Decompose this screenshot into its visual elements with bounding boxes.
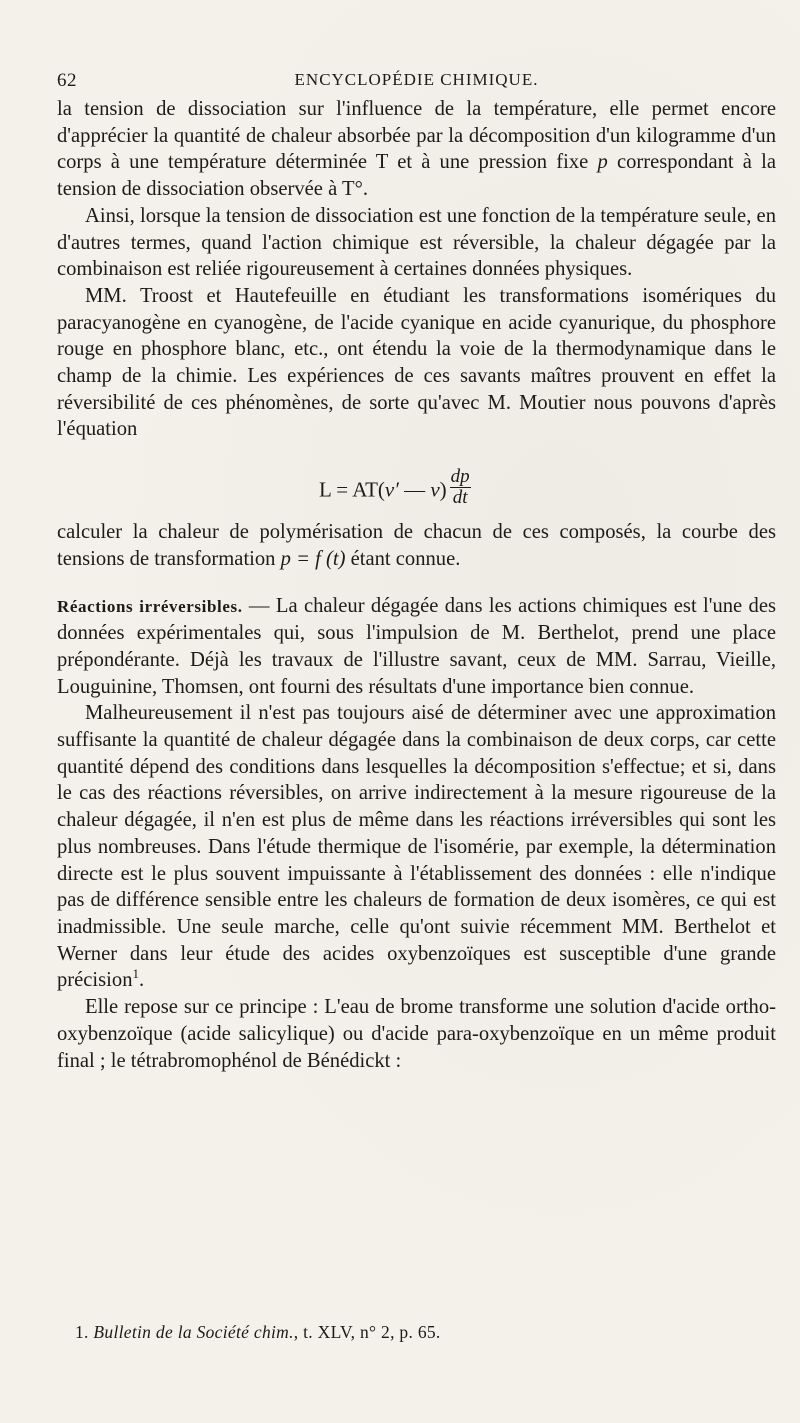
equation — [57, 455, 776, 507]
pressure-variable: p — [597, 151, 608, 174]
equation-close: ) — [439, 477, 447, 502]
paragraph-5 — [57, 700, 776, 994]
equation-expression — [319, 466, 471, 512]
paragraph-1-text: la tension de dissociation sur l'influence de la température, elle permet encore d'apprécier la quantité de chaleur absorbée par la décomposition d'un kilogramme d'un corps à une température déterminée T et à une pression fixe — [57, 98, 776, 174]
footnote-journal: Bulletin de la Société chim. — [93, 1322, 294, 1342]
paragraph-4-text: calculer la chaleur de polymérisation de chacun de ces composés, la courbe des tensions de transformation — [57, 521, 776, 570]
footnote-number: 1. — [75, 1322, 89, 1342]
paragraph-2: Ainsi, lorsque la tension de dissociation est une fonction de la température seule, en d'autres termes, quand l'action chimique est réversible, la chaleur dégagée par la combinaison est reliée rigoureusement à certaines données physiques. — [57, 204, 776, 281]
equation-minus: — — [398, 477, 431, 502]
page-number: 62 — [57, 70, 77, 91]
paragraph-4-end: étant connue. — [345, 547, 461, 570]
paragraph-5-text: Malheureusement il n'est pas toujours aisé de déterminer avec une approximation suffisante la quantité de chaleur dégagée dans la combinaison de deux corps, car cette quantité dépend des conditions dans lesquelles la décomposition s'effectue; et si, dans le cas des réactions réversibles, on arrive indirectement à la mesure rigoureuse de la chaleur dégagée, il n'en est plus de même dans les réactions irréversibles qui sont les plus nombreuses. Dans l'étude thermique de l'isomérie, par exemple, la détermination directe est le plus souvent impuissante à l'établissement des données : elle n'indique pas de différence sensible entre les chaleurs de formation de deux isomères, ce qui est inadmissible. Une seule marche, celle qu'ont suivie récemment MM. Berthelot et Werner dans leur étude des acides oxybenzoïques est susceptible d'une grande précision — [57, 702, 776, 992]
paragraph-1 — [57, 96, 776, 203]
body-text — [57, 96, 776, 1074]
footnote — [75, 1322, 441, 1343]
running-title: ENCYCLOPÉDIE CHIMIQUE. — [294, 70, 539, 89]
section-spacer — [57, 573, 776, 593]
section-text: La chaleur dégagée dans les actions chimiques est l'une des données expérimentales qui, sous l'impulsion de M. Berthelot, prend une place prépondérante. Déjà les travaux de l'illustre savant, ceux de MM. Sarrau, Vieille, Louguinine, Thomsen, ont fourni des résultats d'une importance bien connue. — [57, 594, 777, 698]
footnote-reference: 1 — [132, 966, 139, 982]
equation-lhs: L = AT( — [319, 477, 385, 502]
equation-fraction — [450, 467, 471, 508]
paragraph-1-end: correspondant à la tension de dissociation observée à T°. — [57, 151, 776, 201]
fraction-numerator: dp — [450, 466, 470, 488]
section-paragraph — [57, 593, 776, 701]
section-title: Réactions irréversibles. — [57, 596, 243, 616]
page-header — [57, 66, 776, 96]
equation-v: v — [430, 477, 440, 502]
fraction-denominator: dt — [452, 487, 468, 509]
section-dash: — — [242, 594, 276, 617]
footnote-ref: , t. XLV, n° 2, p. 65. — [293, 1322, 441, 1342]
paragraph-3: MM. Troost et Hautefeuille en étudiant les transformations isomériques du paracyanogène en cyanogène, de l'acide cyanique en acide cyanurique, du phosphore rouge en phosphore blanc, etc., ont étendu la voie de la thermodynamique dans le champ de la chimie. Les expériences de ces savants maîtres prouvent en effet la réversibilité de ces phénomènes, de sorte qu'avec M. Moutier nous pouvons d'après l'équation — [57, 284, 776, 441]
paragraph-4 — [57, 519, 776, 572]
paragraph-4-formula: p = f (t) — [280, 547, 346, 570]
paragraph-6: Elle repose sur ce principe : L'eau de brome transforme une solution d'acide ortho-oxybenzoïque (acide salicylique) ou d'acide para-oxybenzoïque en un même produit final ; le tétrabromophénol de Bénédickt : — [57, 996, 776, 1072]
equation-v-prime: v′ — [384, 477, 399, 502]
paragraph-5-end: . — [139, 969, 145, 992]
